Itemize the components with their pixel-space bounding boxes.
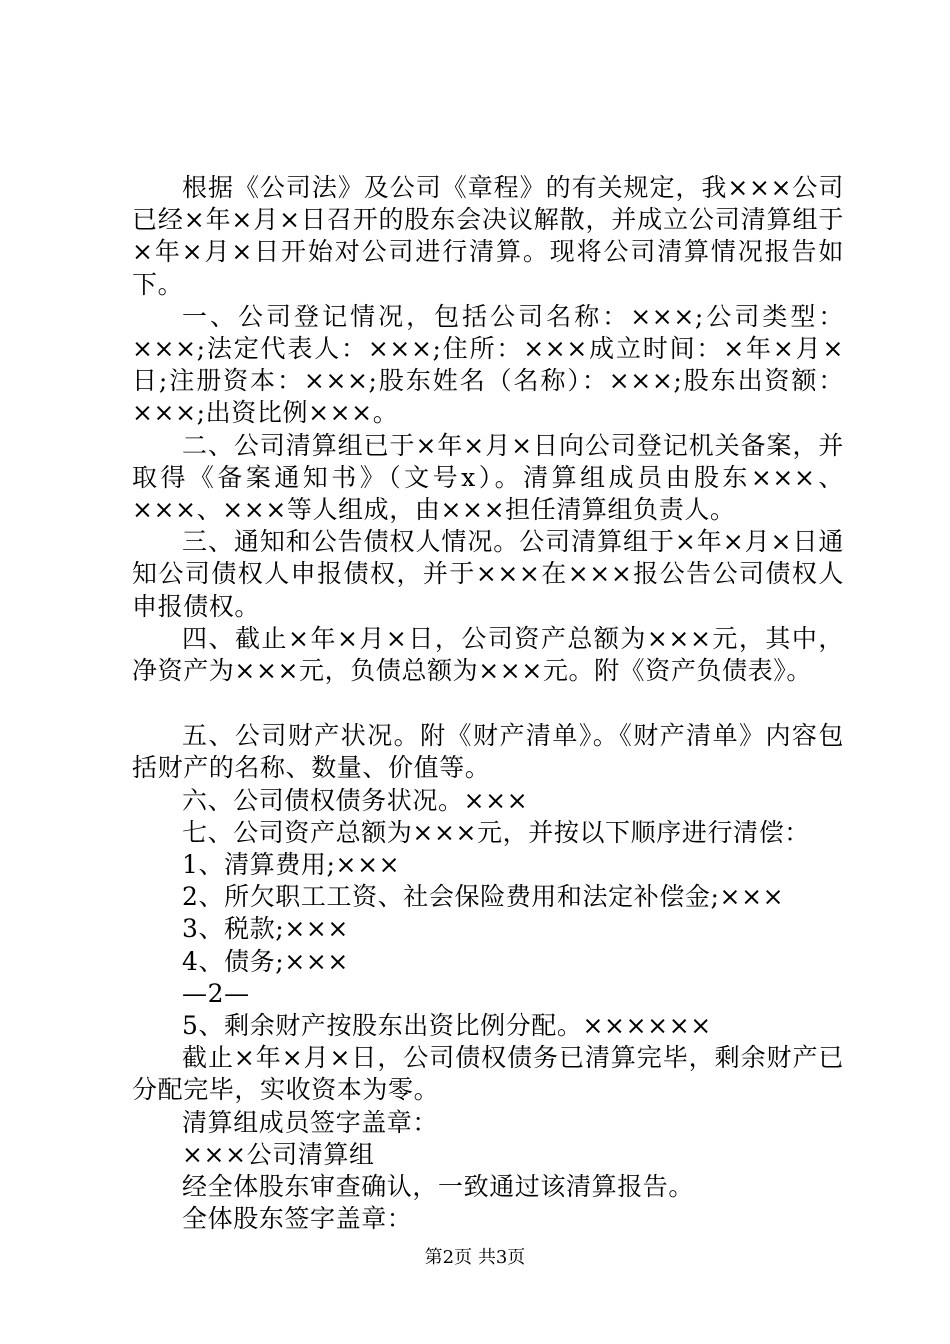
paragraph-property: 五、公司财产状况。附《财产清单》。《财产清单》内容包括财产的名称、数量、价值等。 [132, 721, 844, 783]
list-item: 5、剩余财产按股东出资比例分配。×××××× [182, 1011, 712, 1041]
list-item: 3、税款;××× [182, 914, 349, 944]
inline-page-marker: —2— [182, 978, 250, 1008]
paragraph-debts: 六、公司债权债务状况。××× [182, 785, 529, 815]
blank-line [132, 687, 844, 720]
signature-label-members: 清算组成员签字盖章： [182, 1107, 439, 1137]
list-item: 1、清算费用;××× [182, 850, 401, 880]
paragraph-intro: 根据《公司法》及公司《章程》的有关规定，我×××公司已经×年×月×日召开的股东会决议解散，并成立公司清算组于×年×月×日开始对公司进行清算。现将公司清算情况报告如下。 [132, 173, 844, 299]
paragraph-settlement-order: 七、公司资产总额为×××元，并按以下顺序进行清偿： [182, 817, 810, 847]
signature-label-shareholders: 全体股东签字盖章： [182, 1204, 413, 1234]
paragraph-assets: 四、截止×年×月×日，公司资产总额为×××元，其中，净资产为×××元，负债总额为×××元。附《资产负债表》。 [132, 623, 844, 686]
page-number-footer: 第2页 共3页 [424, 1247, 526, 1268]
paragraph-liquidation-group: 二、公司清算组已于×年×月×日向公司登记机关备案，并取得《备案通知书》（文号x）。清算组成员由股东×××、×××、×××等人组成，由×××担任清算组负责人。 [132, 430, 844, 525]
paragraph-creditor-notice: 三、通知和公告债权人情况。公司清算组于×年×月×日通知公司债权人申报债权，并于×××在×××报公告公司债权人申报债权。 [132, 527, 844, 621]
paragraph-registration: 一、公司登记情况，包括公司名称：×××;公司类型：×××;法定代表人：×××;住所：×××成立时间：×年×月×日;注册资本：×××;股东姓名（名称）：×××;股东出资额：×××;出资比例×××。 [132, 301, 844, 428]
document-body [132, 172, 844, 1236]
paragraph-approval: 经全体股东审查确认，一致通过该清算报告。 [182, 1172, 695, 1202]
list-item: 4、债务;××× [182, 946, 349, 976]
list-item: 2、所欠职工工资、社会保险费用和法定补偿金;××× [182, 882, 785, 912]
paragraph-completion: 截止×年×月×日，公司债权债务已清算完毕，剩余财产已分配完毕，实收资本为零。 [132, 1043, 844, 1105]
signature-org-name: ×××公司清算组 [182, 1139, 375, 1169]
